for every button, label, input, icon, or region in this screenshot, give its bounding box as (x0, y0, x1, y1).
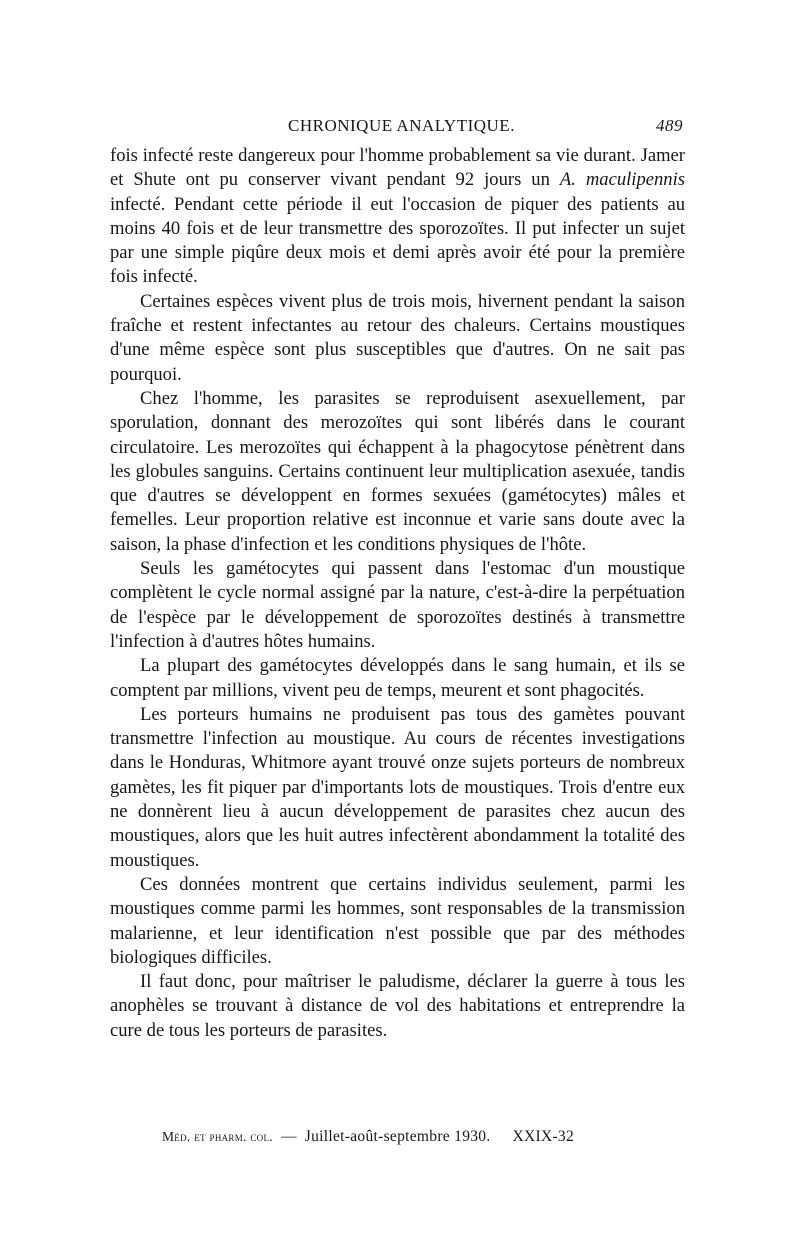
species-name: A. maculipennis (559, 169, 685, 191)
paragraph-1 (110, 144, 685, 290)
paragraph-1-text-after: infecté. Pendant cette période il eut l'occasion de piquer des patients au moins 40 fois et de leur transmettre des sporozoïtes. Il put infecter un sujet par une simple piqûre deux mois et demi après avoir été pour la première fois infecté. (110, 193, 685, 288)
page-footer (162, 1128, 574, 1146)
paragraph-3: Chez l'homme, les parasites se reproduisent asexuellement, par sporulation, donnant des merozoïtes qui sont libérés dans le courant circulatoire. Les merozoïtes qui échappent à la phagocytose pénètrent dans les globules sanguins. Certains continuent leur multiplication asexuée, tandis que d'autres se développent en formes sexuées (gamétocytes) mâles et femelles. Leur proportion relative est inconnue et varie sans doute avec la saison, la phase d'infection et les conditions physiques de l'hôte. (110, 387, 685, 555)
footer-journal: Méd. et pharm. col. (162, 1129, 273, 1144)
page-number: 489 (656, 116, 683, 135)
paragraph-1-text-before: fois infecté reste dangereux pour l'homme probablement sa vie durant. Jamer et Shute ont pu conserver vivant pendant 92 jours un (110, 145, 685, 191)
paragraph-8: Il faut donc, pour maîtriser le paludisme, déclarer la guerre à tous les anophèles se trouvant à distance de vol des habitations et entreprendre la cure de tous les porteurs de parasites. (110, 971, 685, 1041)
running-head-title: CHRONIQUE ANALYTIQUE. (288, 116, 515, 135)
footer-issue: Juillet-août-septembre 1930. (304, 1128, 491, 1145)
running-header (110, 110, 685, 144)
paragraph-6: Les porteurs humains ne produisent pas tous des gamètes pouvant transmettre l'infection au moustique. Au cours de récentes investigations dans le Honduras, Whitmore ayant trouvé onze sujets porteurs de nombreux gamètes, les fit piquer par d'importants lots de moustiques. Trois d'entre eux ne donnèrent lieu à aucun développement de parasites chez aucun des moustiques, alors que les huit autres infectèrent abondamment la totalité des moustiques. (110, 703, 685, 871)
footer-separator: — (280, 1128, 297, 1145)
document-page (110, 110, 685, 1043)
paragraph-2: Certaines espèces vivent plus de trois mois, hivernent pendant la saison fraîche et restent infectantes au retour des chaleurs. Certains moustiques d'une même espèce sont plus susceptibles que d'autres. On ne sait pas pourquoi. (110, 290, 685, 385)
paragraph-4: Seuls les gamétocytes qui passent dans l'estomac d'un moustique complètent le cycle normal assigné par la nature, c'est-à-dire la perpétuation de l'espèce par le développement de sporozoïtes destinés à transmettre l'infection à d'autres hôtes humains. (110, 558, 685, 652)
paragraph-7: Ces données montrent que certains individus seulement, parmi les moustiques comme parmi les hommes, sont responsables de la transmission malarienne, et leur identification n'est possible que par des méthodes biologiques difficiles. (110, 873, 685, 968)
body-text (110, 144, 685, 1043)
paragraph-5: La plupart des gamétocytes développés dans le sang humain, et ils se comptent par millions, vivent peu de temps, meurent et sont phagocités. (110, 655, 685, 701)
footer-signature: XXIX-32 (512, 1128, 575, 1145)
